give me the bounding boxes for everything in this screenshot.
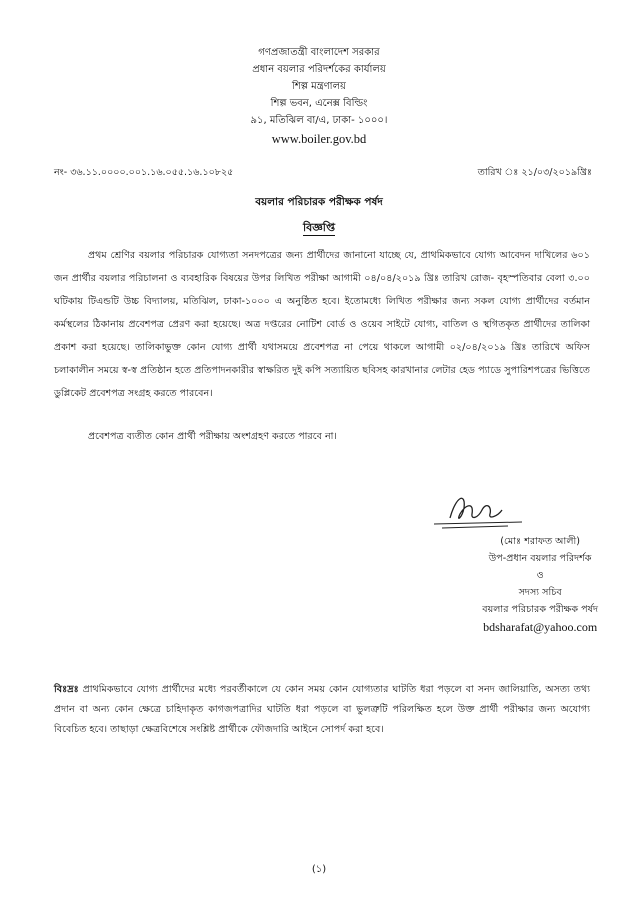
signatory-board: বয়লার পরিচারক পরীক্ষক পর্ষদ (482, 604, 598, 615)
footnote (54, 680, 590, 740)
website-link[interactable]: www.boiler.gov.bd (271, 132, 367, 146)
notice-admit-card-line: প্রবেশপত্র ব্যতীত কোন প্রার্থী পরীক্ষায় অংশগ্রহণ করতে পারবে না। (88, 431, 337, 442)
notice-body-paragraph: প্রথম শ্রেণির বয়লার পরিচারক যোগ্যতা সনদপত্রের জন্য প্রার্থীদের জানানো যাচ্ছে যে, প্রাথমিকভাবে যোগ্য আবেদন দাখিলের ৬০১ জন প্রার্থীর বয়লার পরিচালনা ও ব্যবহারিক বিষয়ের উপর লিখিত পরীক্ষা আগামী ০৪/০৪/২০১৯ খ্রিঃ তারিখ রোজ- বৃহস্পতিবার বেলা ৩.০০ ঘটিকায় টিএন্ডটি উচ্চ বিদ্যালয়, মতিঝিল, ঢাকা-১০০০ এ অনুষ্ঠিত হবে। ইতোমধ্যে লিখিত পরীক্ষার জন্য সকল যোগ্য প্রার্থীদের বর্তমান কর্মস্থলের ঠিকানায় প্রবেশপত্র প্রেরণ করা হয়েছে। অত্র দপ্তরের নোটিশ বোর্ড ও ওয়েব সাইটে যোগ্য, বাতিল ও স্থগিতকৃত প্রার্থীদের তালিকা প্রকাশ করা হয়েছে। তালিকাভুক্ত কোন যোগ্য প্রার্থী যথাসময়ে প্রবেশপত্র না পেয়ে থাকলে আগামী ০২/০৪/২০১৯ খ্রিঃ তারিখে অফিস চলাকালীন সময়ে স্ব-স্ব প্রতিষ্ঠান হতে প্রতিপাদনকারীর স্বাক্ষরিত দুই কপি সত্যায়িত ছবিসহ কারখানার লেটার হেড প্যাডে সুপারিশপত্রের ভিত্তিতে ডুপ্লিকেট প্রবেশপত্র সংগ্রহ করতে পারবেন। (54, 250, 590, 399)
footnote-label: বিঃদ্রঃ (54, 684, 79, 695)
notice-title: বিজ্ঞপ্তি (303, 221, 335, 234)
signature-block (0, 533, 598, 635)
page-number: (১) (311, 864, 327, 875)
memo-number: নং- ৩৬.১১.০০০০.০০১.১৬.০৫৫.১৬.১০৮২৫ (54, 167, 234, 178)
signatory-name: (মোঃ শরাফত আলী) (500, 536, 581, 547)
header-line-address: ৯১, মতিঝিল বা/এ, ঢাকা- ১০০০। (250, 115, 388, 126)
signatory-role: সদস্য সচিব (518, 587, 562, 598)
notice-heading (0, 216, 638, 238)
header-line-building: শিল্প ভবন, এনেক্স বিল্ডিং (270, 98, 368, 109)
memo-date: তারিখ ঃ ২১/০৩/২০১৯খ্রিঃ (477, 167, 592, 178)
board-title: বয়লার পরিচারক পরীক্ষক পর্ষদ (255, 196, 383, 208)
letterhead (0, 44, 638, 148)
header-line-government: গণপ্রজাতন্ত্রী বাংলাদেশ সরকার (258, 47, 380, 58)
handwritten-signature (390, 488, 540, 532)
signatory-designation: উপ-প্রধান বয়লার পরিদর্শক (488, 553, 592, 564)
signatory-email[interactable]: bdsharafat@yahoo.com (483, 620, 598, 634)
header-line-ministry: শিল্প মন্ত্রণালয় (292, 81, 346, 92)
signatory-conjunction: ও (536, 570, 544, 581)
header-line-office: প্রধান বয়লার পরিদর্শকের কার্যালয় (252, 64, 386, 75)
footnote-text: প্রাথমিকভাবে যোগ্য প্রার্থীদের মধ্যে পরবর্তীকালে যে কোন সময় কোন যোগ্যতার ঘাটতি ধরা পড়লে বা সনদ জালিয়াতি, অসত্য তথ্য প্রদান বা অন্য কোন ক্ষেত্রে চাহিদাকৃত কাগজপত্রাদির ঘাটতি ধরা পড়লে বা ভুলত্রুটি পরিলক্ষিত হলে উক্ত প্রার্থী পরীক্ষার জন্য অযোগ্য বিবেচিত হবে। তাছাড়া ক্ষেত্রবিশেষে সংশ্লিষ্ট প্রার্থীকে ফৌজদারি আইনে সোপর্দ করা হবে। (54, 684, 590, 735)
